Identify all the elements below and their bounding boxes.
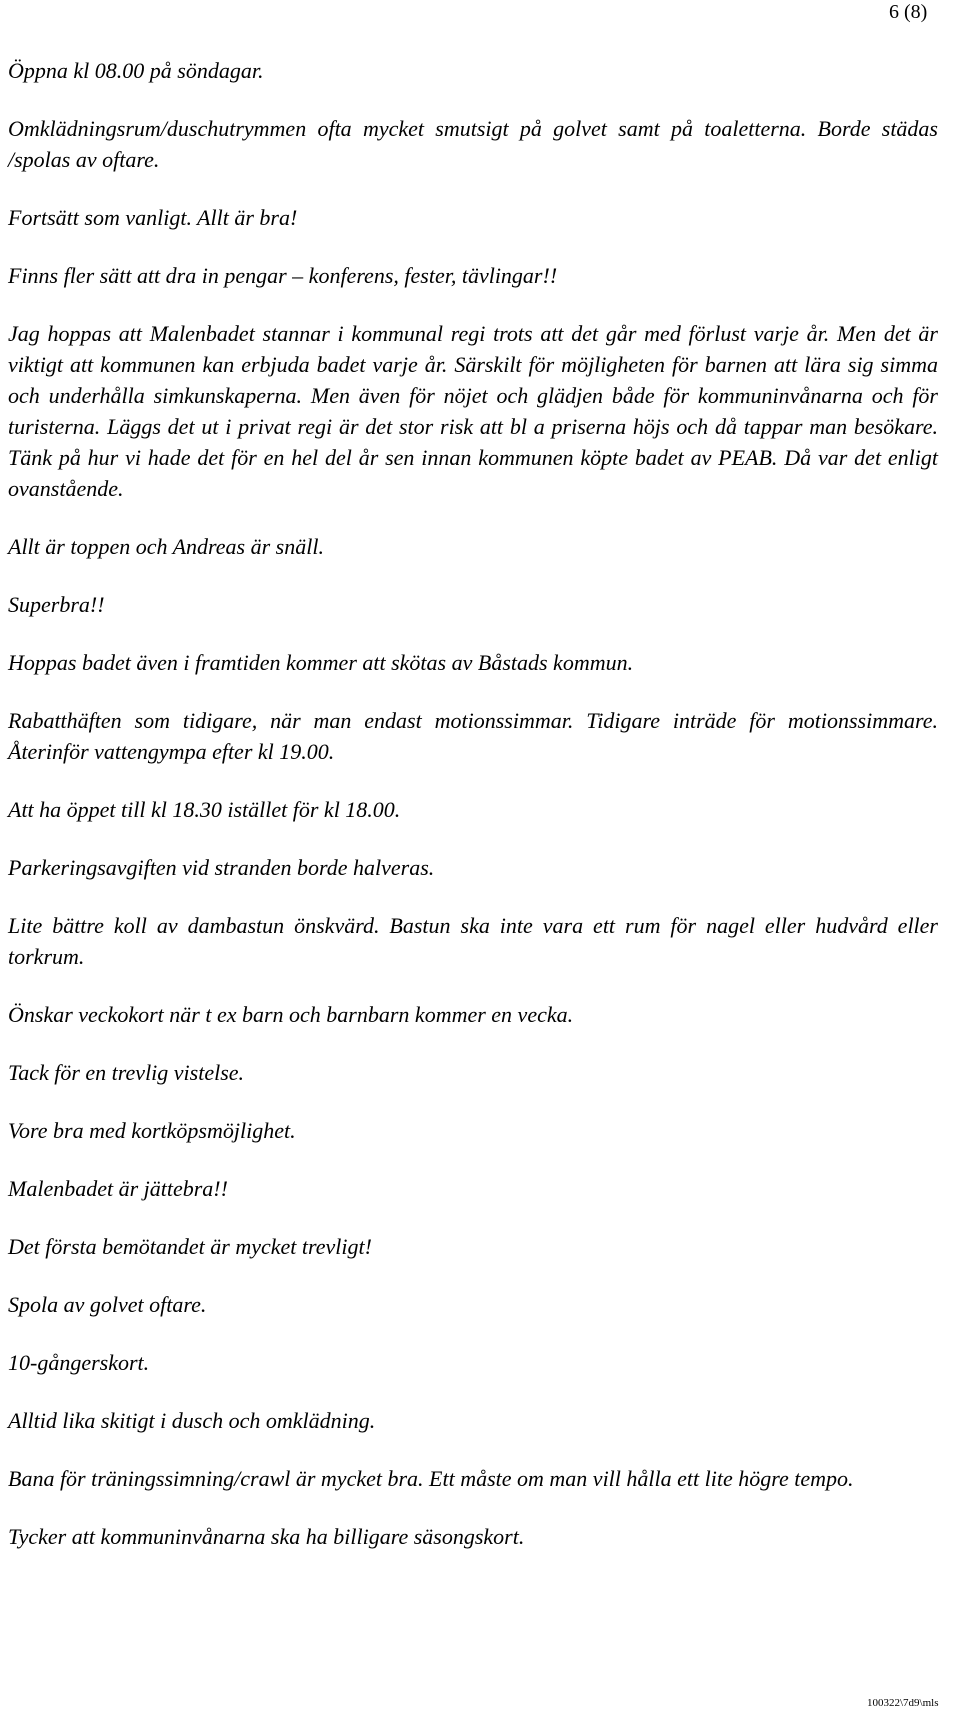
- comment-entry: Alltid lika skitigt i dusch och omklädning.: [8, 1408, 376, 1433]
- comment-entry: Finns fler sätt att dra in pengar – konferens, fester, tävlingar!!: [8, 263, 558, 288]
- document-reference: 100322\7d9\mls: [867, 1697, 939, 1709]
- comment-entry: Tack för en trevlig vistelse.: [8, 1060, 245, 1085]
- comment-entry: Jag hoppas att Malenbadet stannar i kommunal regi trots att det går med förlust varje år. Men det är viktigt att kommunen kan erbjuda badet varje år. Särskilt för möjligheten för barnen att lära sig simma och underhålla simkunskaperna. Men även för nöjet och glädjen både för kommuninvånarna och för turisterna. Läggs det ut i privat regi är det stor risk att bl a priserna höjs och då tappar man besökare. Tänk på hur vi hade det för en hel del år sen innan kommunen köpte badet av PEAB. Då var det enligt ovanstående.: [8, 321, 938, 501]
- comment-entry: Det första bemötandet är mycket trevligt!: [8, 1234, 372, 1259]
- comment-entry: Tycker att kommuninvånarna ska ha billigare säsongskort.: [8, 1524, 525, 1549]
- comment-entry: Allt är toppen och Andreas är snäll.: [8, 534, 324, 559]
- comment-entry: Vore bra med kortköpsmöjlighet.: [8, 1118, 296, 1143]
- comment-entry: 10-gångerskort.: [8, 1350, 150, 1375]
- comment-entry: Att ha öppet till kl 18.30 istället för kl 18.00.: [8, 797, 401, 822]
- comment-entry: Öppna kl 08.00 på söndagar.: [8, 58, 264, 83]
- comment-entry: Spola av golvet oftare.: [8, 1292, 207, 1317]
- comment-entry: Malenbadet är jättebra!!: [8, 1176, 228, 1201]
- comment-entry: Parkeringsavgiften vid stranden borde halveras.: [8, 855, 435, 880]
- comment-entry: Hoppas badet även i framtiden kommer att skötas av Båstads kommun.: [8, 650, 634, 675]
- comment-entry: Omklädningsrum/duschutrymmen ofta mycket smutsigt på golvet samt på toaletterna. Borde städas /spolas av oftare.: [8, 116, 938, 172]
- page-number: 6 (8): [889, 1, 928, 23]
- comment-entry: Lite bättre koll av dambastun önskvärd. Bastun ska inte vara ett rum för nagel eller hudvård eller torkrum.: [8, 913, 938, 969]
- comment-entry: Rabatthäften som tidigare, när man endast motionssimmar. Tidigare inträde för motionssimmare. Återinför vattengympa efter kl 19.00.: [8, 708, 938, 764]
- comment-entry: Önskar veckokort när t ex barn och barnbarn kommer en vecka.: [8, 1002, 574, 1027]
- comment-entry: Bana för träningssimning/crawl är mycket bra. Ett måste om man vill hålla ett lite högre tempo.: [8, 1466, 854, 1491]
- comment-list: [8, 55, 938, 1579]
- comment-entry: Superbra!!: [8, 592, 105, 617]
- comment-entry: Fortsätt som vanligt. Allt är bra!: [8, 205, 298, 230]
